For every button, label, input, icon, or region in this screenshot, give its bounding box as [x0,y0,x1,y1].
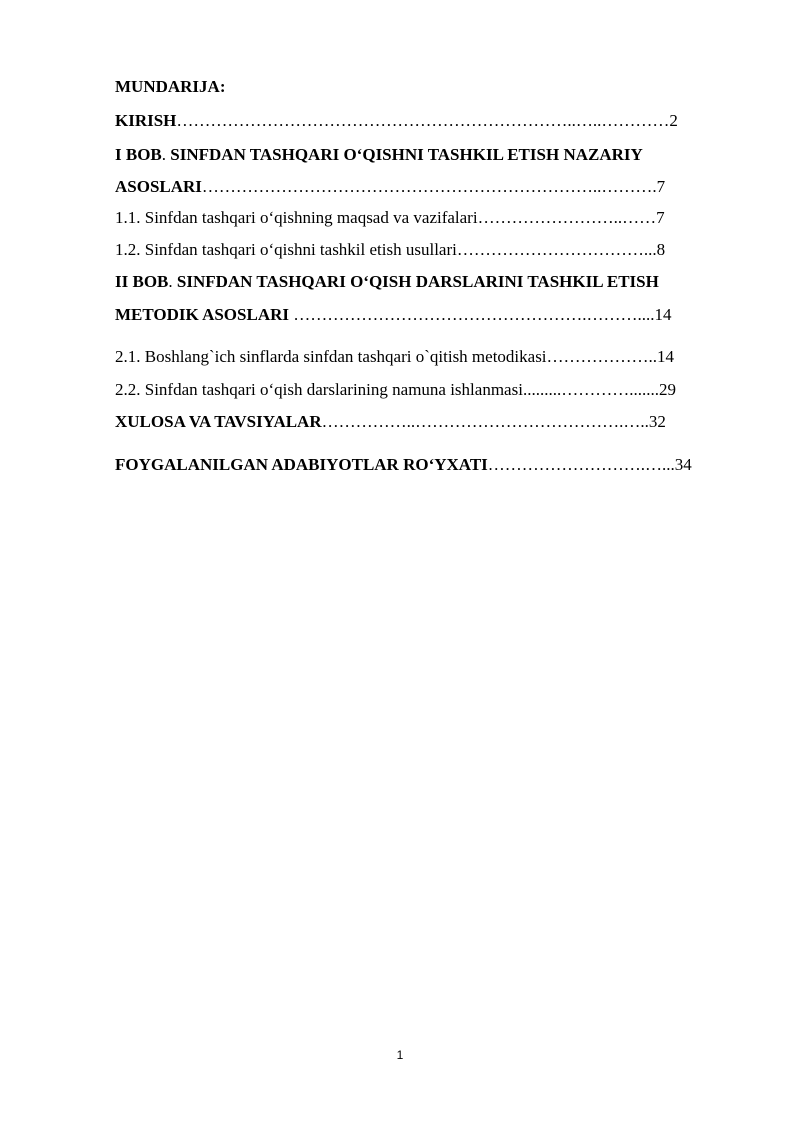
toc-chapter-label: II BOB [115,272,169,291]
toc-leader: ……………………….…... [487,455,675,474]
toc-chapter-1-line2 [115,176,665,198]
toc-page-number: 32 [648,412,666,431]
toc-entry-title: XULOSA VA TAVSIYALAR [115,412,322,431]
toc-entry-title: KIRISH [115,111,177,130]
toc-chapter-2-line1 [115,271,659,293]
toc-section-2-1 [115,346,674,368]
toc-page-number: 7 [656,177,666,196]
toc-leader: …………………………………………….………. [288,305,642,324]
toc-chapter-sep: . [161,145,171,164]
toc-leader: ……………………………………………………………..…..………… [176,111,670,130]
toc-entry-title: 2.1. Boshlang`ich sinflarda sinfdan tashqari o`qitish metodikasi [115,347,547,366]
toc-page-number: 29 [658,380,676,399]
toc-leader: ……………………………... [456,240,657,259]
toc-chapter-title: ASOSLARI [115,177,202,196]
toc-leader: .........…………....... [522,380,659,399]
toc-leader: ……………………………………………………………..………. [201,177,657,196]
toc-section-1-1 [115,207,665,229]
toc-chapter-sep: . [168,272,177,291]
toc-heading: MUNDARIJA: [115,77,226,96]
toc-page-number: ...14 [641,305,672,324]
page-number: 1 [396,1048,404,1062]
toc-page-number: 14 [657,347,675,366]
toc-leader: ……………..……………………………….….. [321,412,649,431]
toc-section-2-2 [115,379,676,401]
toc-entry-title: FOYGALANILGAN ADABIYOTLAR RO‘YXATI [115,455,488,474]
toc-entry-kirish [115,110,678,132]
toc-page-number: 2 [669,111,678,130]
toc-entry-adabiyotlar [115,454,692,476]
toc-chapter-2-line2 [115,304,671,326]
toc-chapter-title: SINFDAN TASHQARI O‘QISHNI TASHKIL ETISH NAZARIY [170,145,643,164]
toc-page-number: 34 [674,455,692,474]
toc-leader: ……………………..…… [477,208,657,227]
toc-entry-title: 1.2. Sinfdan tashqari o‘qishni tashkil etish usullari [115,240,457,259]
toc-chapter-1-line1 [115,144,643,166]
toc-page-number: 7 [656,208,665,227]
toc-page-number: 8 [656,240,666,259]
toc-chapter-title: METODIK ASOSLARI [115,305,289,324]
toc-entry-title: 2.2. Sinfdan tashqari o‘qish darslarining namuna ishlanmasi [115,380,523,399]
toc-section-1-2 [115,239,665,261]
toc-leader: ……………….. [546,347,658,366]
toc-chapter-title: SINFDAN TASHQARI O‘QISH DARSLARINI TASHKIL ETISH [176,272,659,291]
toc-chapter-label: I BOB [115,145,162,164]
toc-entry-title: 1.1. Sinfdan tashqari o‘qishning maqsad va vazifalari [115,208,478,227]
toc-entry-xulosa [115,411,666,433]
